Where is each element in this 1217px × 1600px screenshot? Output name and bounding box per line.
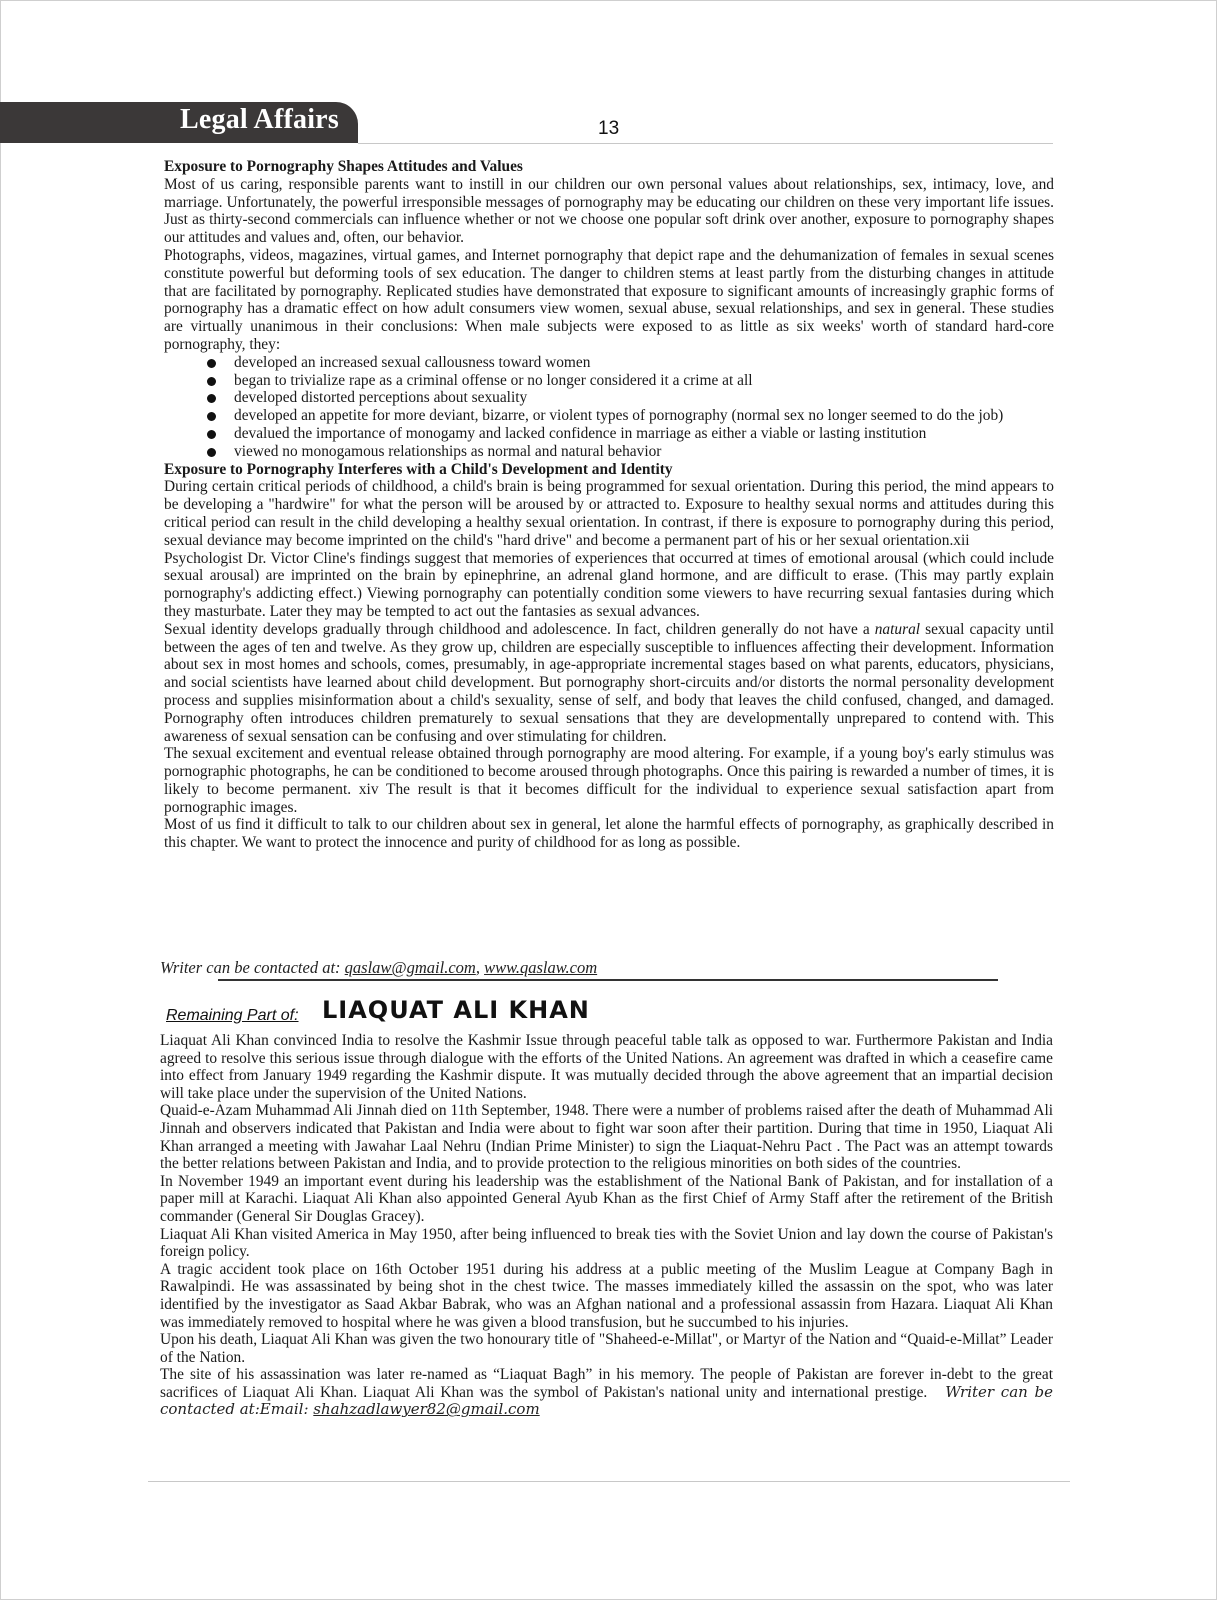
paragraph: Liaquat Ali Khan convinced India to resolve the Kashmir Issue through peaceful table talk as opposed to war. Furthermore Pakistan and India agreed to resolve this serious issue through dialogue with the efforts of the United Nations. An agreement was drafted in which a ceasefire came into effect from January 1949 regarding the Kashmir dispute. It was mutually decided through the above agreement that an impartial decision will take place under the supervision of the United Nations.	[160, 1032, 1053, 1102]
bullet-icon	[207, 377, 216, 386]
remaining-part-label: Remaining Part of:	[166, 1007, 299, 1024]
paragraph: Most of us find it difficult to talk to our children about sex in general, let alone the harmful effects of pornography, as graphically described in this chapter. We want to protect the innocence and purity of childhood for as long as possible.	[164, 816, 1054, 852]
list-item: began to trivialize rape as a criminal offense or no longer considered it a crime at all	[234, 372, 1054, 390]
bullet-list	[164, 354, 1054, 461]
bullet-icon	[207, 359, 216, 368]
paragraph: In November 1949 an important event during his leadership was the establishment of the National Bank of Pakistan, and for installation of a paper mill at Karachi. Liaquat Ali Khan also appointed General Ayub Khan as the first Chief of Army Staff after the retirement of the British commander (General Sir Douglas Gracey).	[160, 1172, 1053, 1225]
paragraph: The site of his assassination was later re-named as “Liaquat Bagh” in his memory. The people of Pakistan are forever in-debt to the great sacrifices of Liaquat Ali Khan. Liaquat Ali Khan was the symbol of Pakistan's national unity and international prestige. Writer can be contacted at:Email: shahzadlawyer82@gmail.com	[160, 1366, 1053, 1419]
bullet-icon	[207, 412, 216, 421]
paragraph: Quaid-e-Azam Muhammad Ali Jinnah died on 11th September, 1948. There were a number of problems raised after the death of Muhammad Ali Jinnah and observers indicated that Pakistan and India were about to fight war soon after their partition. During that time in 1950, Liaquat Ali Khan arranged a meeting with Jawahar Laal Nehru (Indian Prime Minister) to sign the Liaquat-Nehru Pact . The Pact was an attempt towards the better relations between Pakistan and India, and to provide protection to the religious minorities on both sides of the countries.	[160, 1102, 1053, 1173]
list-item: developed an increased sexual callousness toward women	[234, 354, 1054, 372]
page-number: 13	[598, 118, 620, 139]
email-link[interactable]: qaslaw@gmail.com	[344, 958, 476, 977]
paragraph: Psychologist Dr. Victor Cline's findings suggest that memories of experiences that occurred at times of emotional arousal (which could include sexual arousal) are imprinted on the brain by epinephrine, an adrenal gland hormone, and are difficult to erase. (This may partly explain pornography's addicting effect.) Viewing pornography can potentially condition some viewers to have recurring sexual fantasies during which they masturbate. Later they may be tempted to act out the fantasies as sexual advances.	[164, 549, 1054, 620]
paragraph: A tragic accident took place on 16th October 1951 during his address at a public meeting of the Muslim League at Company Bagh in Rawalpindi. He was assassinated by being shot in the chest twice. The masses immediately killed the assassin on the spot, who was later identified by the investigator as Saad Akbar Babrak, who was an Afghan national and a professional assassin from Hazara. Liaquat Ali Khan was immediately removed to hospital where he was given a blood transfusion, but he succumbed to his injuries.	[160, 1260, 1053, 1331]
paragraph: Liaquat Ali Khan visited America in May 1950, after being influenced to break ties with the Soviet Union and lay down the course of Pakistan's foreign policy.	[160, 1225, 1053, 1261]
section-heading: Exposure to Pornography Shapes Attitudes and Values	[164, 158, 523, 175]
article-divider	[218, 979, 998, 981]
paragraph: The sexual excitement and eventual release obtained through pornography are mood altering. For example, if a young boy's early stimulus was pornographic photographs, he can be conditioned to become aroused through photographs. Once this pairing is rewarded a number of times, it is likely to become permanent. xiv The result is that it becomes difficult for the individual to experience sexual satisfaction apart from pornographic images.	[164, 745, 1054, 816]
emphasis-text: natural	[874, 620, 921, 638]
paragraph: Most of us caring, responsible parents want to instill in our children our own personal values about relationships, sex, intimacy, love, and marriage. Unfortunately, the powerful irresponsible messages of pornography may be educating our children on these very important life issues. Just as thirty-second commercials can influence whether or not we choose one popular soft drink over another, exposure to pornography shapes our attitudes and values and, often, our behavior.	[164, 175, 1054, 247]
section-title: Legal Affairs	[180, 104, 339, 135]
paragraph: Photographs, videos, magazines, virtual games, and Internet pornography that depict rape and the dehumanization of females in sexual scenes constitute powerful but deforming tools of sex education. The danger to children stems at least partly from the disturbing changes in attitude that are facilitated by pornography. Replicated studies have demonstrated that exposure to significant amounts of increasingly graphic forms of pornography has a dramatic effect on how adult consumers view women, sexual abuse, sexual relationships, and sex in general. These studies are virtually unanimous in their conclusions: When male subjects were exposed to as little as six weeks' worth of standard hard-core pornography, they:	[164, 246, 1054, 353]
paragraph: Sexual identity develops gradually through childhood and adolescence. In fact, children generally do not have a natural sexual capacity until between the ages of ten and twelve. As they grow up, children are especially susceptible to influences affecting their development. Information about sex in most homes and schools, comes, presumably, in age-appropriate incremental stages based on what parents, educators, physicians, and social scientists have learned about child development. But pornography short-circuits and/or distorts the normal personality development process and supplies misinformation about a child's sexuality, sense of self, and body that leaves the child confused, changed, and damaged. Pornography often introduces children prematurely to sexual sensations that they are developmentally unprepared to contend with. This awareness of sexual sensation can be confusing and over stimulating for children.	[164, 620, 1054, 745]
list-item: developed an appetite for more deviant, bizarre, or violent types of pornography (normal sex no longer seemed to do the job)	[234, 407, 1054, 425]
bullet-icon	[207, 448, 216, 457]
email-link[interactable]: shahzadlawyer82@gmail.com	[313, 1400, 540, 1419]
section-heading: Exposure to Pornography Interferes with a Child's Development and Identity	[164, 460, 673, 478]
list-item: devalued the importance of monogamy and lacked confidence in marriage as either a viable or lasting institution	[234, 425, 1054, 443]
bullet-icon	[207, 430, 216, 439]
writer-contact: Writer can be contacted at: qaslaw@gmail.com, www.qaslaw.com	[160, 958, 598, 977]
article-liaquat-ali-khan	[160, 1032, 1053, 1419]
writer-contact: Writer can be contacted at:Email: shahzadlawyer82@gmail.com	[160, 1382, 1053, 1419]
bullet-icon	[207, 394, 216, 403]
paragraph: Upon his death, Liaquat Ali Khan was given the two honourary title of "Shaheed-e-Millat", or Martyr of the Nation and “Quaid-e-Millat” Leader of the Nation.	[160, 1331, 1053, 1366]
list-item: developed distorted perceptions about sexuality	[234, 389, 1054, 407]
list-item: viewed no monogamous relationships as normal and natural behavior	[234, 443, 1054, 461]
footer-divider	[148, 1481, 1070, 1482]
header-divider	[358, 143, 1053, 144]
website-link[interactable]: www.qaslaw.com	[484, 958, 598, 977]
article-pornography-effects	[164, 158, 1054, 852]
paragraph: During certain critical periods of childhood, a child's brain is being programmed for sexual orientation. During this period, the mind appears to be developing a "hardwire" for what the person will be aroused by or attracted to. Exposure to healthy sexual norms and attitudes during this critical period can result in the child developing a healthy sexual orientation. In contrast, if there is exposure to pornography during this period, sexual deviance may become imprinted on the child's "hard drive" and become a permanent part of his or her sexual orientation.xii	[164, 478, 1054, 549]
article-title: LIAQUAT ALI KHAN	[322, 996, 590, 1024]
